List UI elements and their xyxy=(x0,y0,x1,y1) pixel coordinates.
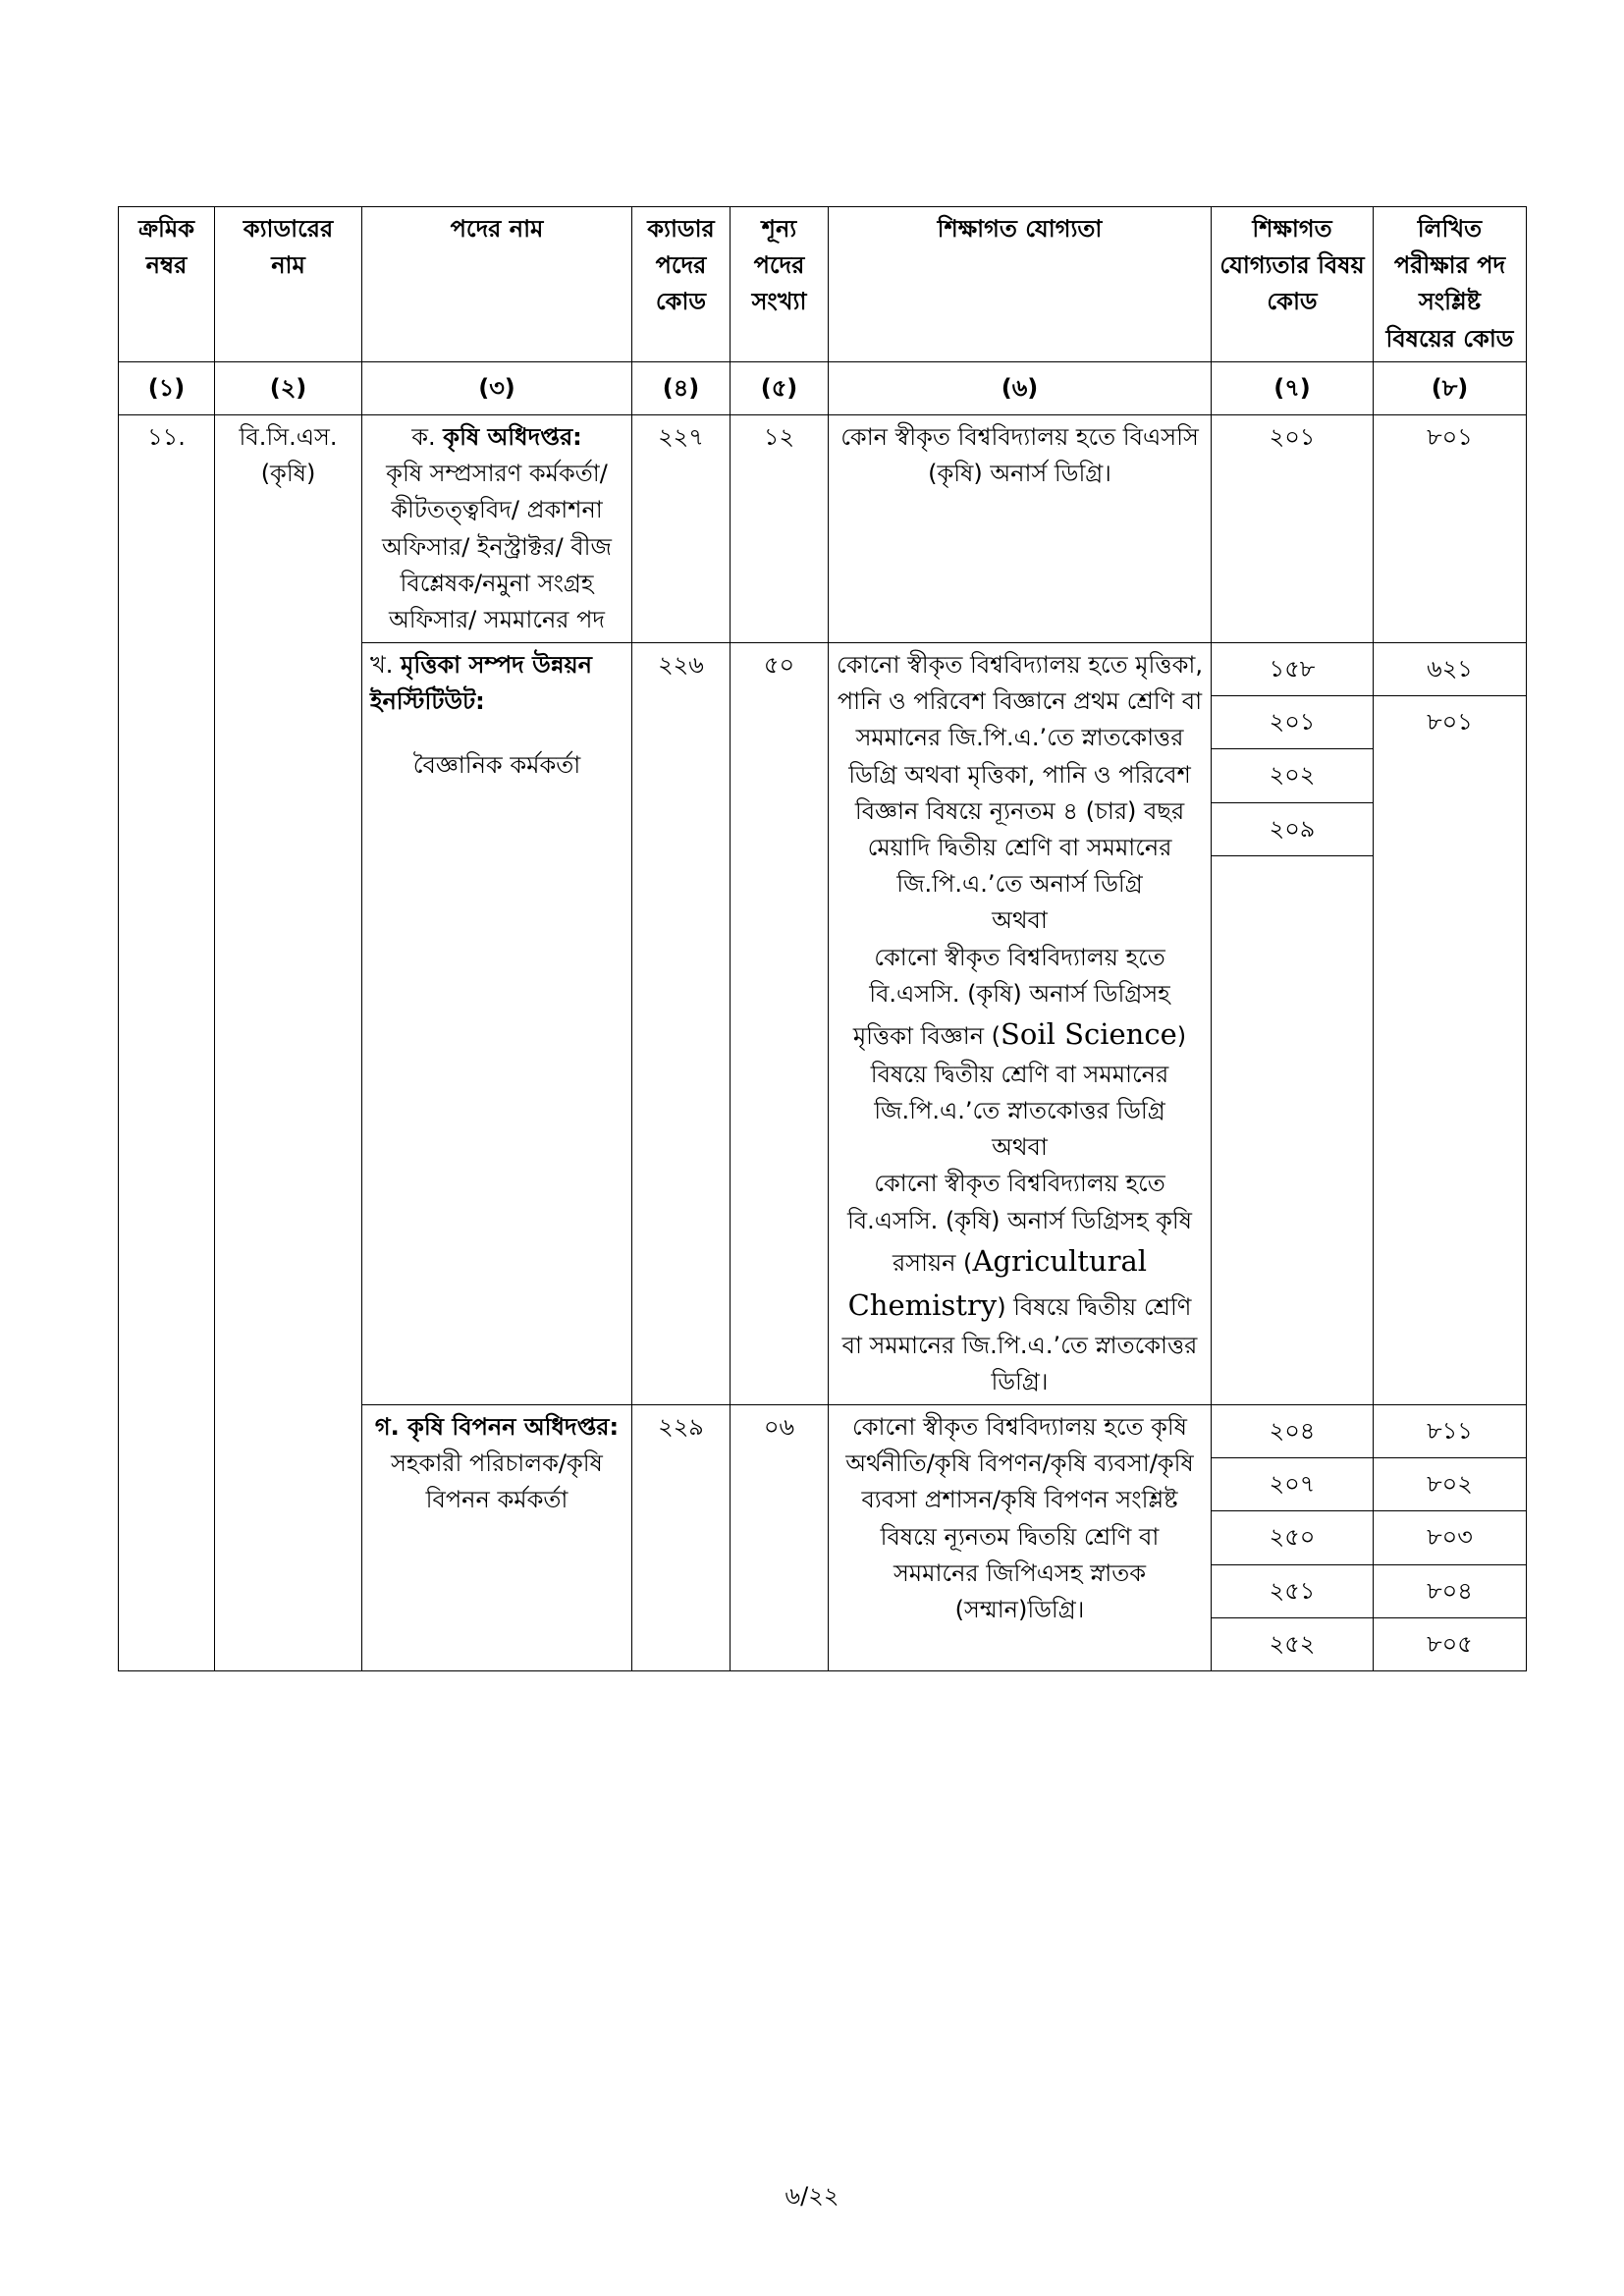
post-prefix: খ. xyxy=(370,651,394,680)
cadre-code: ২২৬ xyxy=(632,643,731,1405)
subject-code: ২৫২ xyxy=(1269,1629,1316,1658)
qualification-or: অথবা xyxy=(992,906,1048,935)
column-number: (১) xyxy=(119,361,215,414)
qualification-part: ) বিষয়ে দ্বিতীয় শ্রেণি বা সমমানের জি.পি.এ.’তে স্নাতকোত্তর ডিগ্রি। xyxy=(841,1292,1198,1395)
exam-code: ৮০২ xyxy=(1374,1458,1526,1511)
post-cell xyxy=(362,643,632,1405)
qualification-part: ) বিষয়ে দ্বিতীয় শ্রেণি বা সমমানের জি.পি.এ.’তে স্নাতকোত্তর ডিগ্রি xyxy=(870,1021,1187,1125)
qualification-or: অথবা xyxy=(992,1133,1048,1162)
header-row xyxy=(119,207,1527,362)
header-post-name: পদের নাম xyxy=(362,207,632,362)
qualification-latin: Agricultural Chemistry xyxy=(847,1243,1148,1322)
post-name: কৃষি সম্প্রসারণ কর্মকর্তা/ কীটতত্ত্ববিদ/ প্রকাশনা অফিসার/ ইনস্ট্রাক্টর/ বীজ বিশ্লেষক/নমুনা সংগ্রহ অফিসার/ সমমানের পদ xyxy=(382,460,612,633)
cadre-code: ২২৯ xyxy=(632,1405,731,1671)
subject-code: ২০১ xyxy=(1212,696,1373,749)
subject-code: ২০৯ xyxy=(1212,802,1373,855)
column-number-row xyxy=(119,361,1527,414)
header-qualification: শিক্ষাগত যোগ্যতা xyxy=(829,207,1212,362)
qualification: কোন স্বীকৃত বিশ্ববিদ্যালয় হতে বিএসসি (কৃষি) অনার্স ডিগ্রি। xyxy=(829,414,1212,642)
exam-code-list xyxy=(1374,643,1527,1405)
post-name: সহকারী পরিচালক/কৃষি বিপনন কর্মকর্তা xyxy=(391,1449,603,1514)
vacancy-count: ১২ xyxy=(731,414,829,642)
cadre-code: ২২৭ xyxy=(632,414,731,642)
table-row xyxy=(119,414,1527,642)
column-number: (২) xyxy=(215,361,362,414)
post-cell xyxy=(362,414,632,642)
column-number: (৫) xyxy=(731,361,829,414)
vacancy-count: ৫০ xyxy=(731,643,829,1405)
column-number: (৩) xyxy=(362,361,632,414)
post-prefix: ক. xyxy=(411,422,436,451)
subject-code: ২৫০ xyxy=(1212,1511,1373,1564)
exam-code: ৮০৩ xyxy=(1374,1511,1526,1564)
header-serial: ক্রমিক নম্বর xyxy=(119,207,215,362)
header-cadre-code: ক্যাডার পদের কোড xyxy=(632,207,731,362)
header-cadre-name: ক্যাডারের নাম xyxy=(215,207,362,362)
subject-code-list xyxy=(1212,643,1374,1405)
exam-code-list xyxy=(1374,1405,1527,1671)
exam-code: ৮০১ xyxy=(1427,708,1473,737)
vacancy-count: ০৬ xyxy=(731,1405,829,1671)
recruitment-table xyxy=(118,206,1527,1671)
serial-number: ১১. xyxy=(119,414,215,1670)
cadre-name: বি.সি.এস. (কৃষি) xyxy=(215,414,362,1670)
qualification-part: কোনো স্বীকৃত বিশ্ববিদ্যালয় হতে বি.এসসি. (কৃষি) অনার্স ডিগ্রিসহ কৃষি রসায়ন ( xyxy=(846,1170,1193,1277)
column-number: (৭) xyxy=(1212,361,1374,414)
department-name: কৃষি অধিদপ্তর: xyxy=(443,422,582,451)
exam-code: ৮০৪ xyxy=(1374,1564,1526,1617)
exam-code: ৮০১ xyxy=(1374,414,1527,642)
subject-code: ২০১ xyxy=(1212,414,1374,642)
header-exam-code: লিখিত পরীক্ষার পদ সংশ্লিষ্ট বিষয়ের কোড xyxy=(1374,207,1527,362)
column-number: (৬) xyxy=(829,361,1212,414)
department-name: মৃত্তিকা সম্পদ উন্নয়ন ইনস্টিটিউট: xyxy=(370,651,592,716)
exam-code: ৬২১ xyxy=(1374,643,1526,696)
exam-code: ৮১১ xyxy=(1374,1405,1526,1458)
post-name: বৈজ্ঞানিক কর্মকর্তা xyxy=(412,751,581,780)
header-vacancy: শূন্য পদের সংখ্যা xyxy=(731,207,829,362)
qualification-part: কোনো স্বীকৃত বিশ্ববিদ্যালয় হতে বি.এসসি. (কৃষি) অনার্স ডিগ্রিসহ মৃত্তিকা বিজ্ঞান ( xyxy=(852,943,1170,1050)
exam-code: ৮০৫ xyxy=(1427,1629,1473,1658)
post-prefix: গ. xyxy=(374,1413,400,1442)
column-number: (৪) xyxy=(632,361,731,414)
qualification xyxy=(829,643,1212,1405)
post-cell xyxy=(362,1405,632,1671)
subject-code: ২৫১ xyxy=(1212,1564,1373,1617)
page-number: ৬/২২ xyxy=(785,2182,839,2210)
subject-code: ২০৪ xyxy=(1212,1405,1373,1458)
qualification: কোনো স্বীকৃত বিশ্ববিদ্যালয় হতে কৃষি অর্থনীতি/কৃষি বিপণন/কৃষি ব্যবসা/কৃষি ব্যবসা প্রশাসন/কৃষি বিপণন সংশ্লিষ্ট বিষয়ে ন্যূনতম দ্বিতয়ি শ্রেণি বা সমমানের জিপিএসহ স্নাতক (সম্মান)ডিগ্রি। xyxy=(829,1405,1212,1671)
header-subject-code: শিক্ষাগত যোগ্যতার বিষয় কোড xyxy=(1212,207,1374,362)
qualification-part: কোনো স্বীকৃত বিশ্ববিদ্যালয় হতে মৃত্তিকা, পানি ও পরিবেশ বিজ্ঞানে প্রথম শ্রেণি বা সমমানের জি.পি.এ.’তে স্নাতকোত্তর ডিগ্রি অথবা মৃত্তিকা, পানি ও পরিবেশ বিজ্ঞান বিষয়ে ন্যূনতম ৪ (চার) বছর মেয়াদি দ্বিতীয় শ্রেণি বা সমমানের জি.পি.এ.’তে অনার্স ডিগ্রি xyxy=(837,651,1203,899)
subject-code: ১৫৮ xyxy=(1212,643,1373,696)
qualification-latin: Soil Science xyxy=(1001,1016,1177,1051)
subject-code-list xyxy=(1212,1405,1374,1671)
column-number: (৮) xyxy=(1374,361,1527,414)
subject-code: ২০২ xyxy=(1212,749,1373,802)
department-name: কৃষি বিপনন অধিদপ্তর: xyxy=(407,1413,620,1442)
subject-code: ২০৭ xyxy=(1212,1458,1373,1511)
